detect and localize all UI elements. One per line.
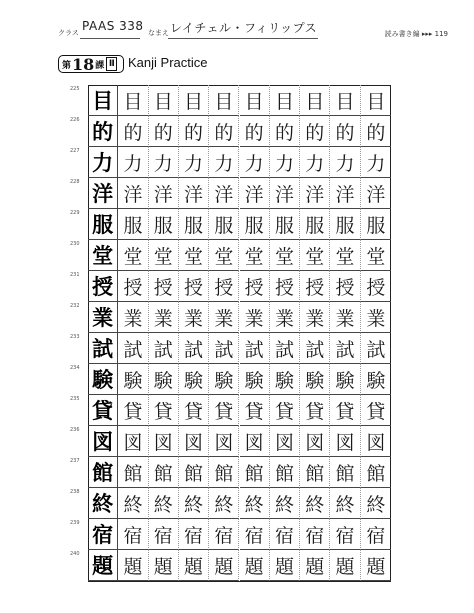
practice-kanji: 試: [209, 333, 239, 364]
practice-kanji: 宿: [149, 519, 179, 550]
row-number: 232: [70, 303, 80, 309]
practice-kanji: 館: [330, 457, 360, 488]
practice-kanji: 館: [300, 457, 330, 488]
practice-kanji: 力: [330, 147, 360, 178]
row-number: 227: [70, 148, 80, 154]
name-value: レイチェル・フィリップス: [170, 21, 318, 35]
practice-kanji: 貸: [300, 395, 330, 426]
practice-row: [70, 240, 391, 271]
practice-kanji: 洋: [179, 178, 209, 209]
practice-kanji: 洋: [361, 178, 391, 209]
practice-kanji: 試: [118, 333, 148, 364]
practice-kanji: 験: [330, 364, 360, 395]
model-kanji: 力: [88, 147, 118, 178]
page-title: Kanji Practice: [128, 55, 208, 70]
practice-kanji: 図: [149, 426, 179, 457]
practice-row: [70, 426, 391, 457]
practice-kanji: 洋: [149, 178, 179, 209]
practice-kanji: 授: [179, 271, 209, 302]
practice-kanji: 題: [361, 550, 391, 581]
practice-kanji: 宿: [330, 519, 360, 550]
practice-kanji: 堂: [209, 240, 239, 271]
model-kanji: 業: [88, 302, 118, 333]
practice-kanji: 業: [361, 302, 391, 333]
practice-kanji: 試: [149, 333, 179, 364]
practice-row: [70, 209, 391, 240]
practice-kanji: 目: [149, 85, 179, 116]
row-number: 234: [70, 365, 80, 371]
row-number: 236: [70, 427, 80, 433]
practice-kanji: 業: [149, 302, 179, 333]
practice-kanji: 館: [179, 457, 209, 488]
practice-kanji: 力: [270, 147, 300, 178]
practice-kanji: 試: [361, 333, 391, 364]
practice-kanji: 服: [240, 209, 270, 240]
practice-row: [70, 178, 391, 209]
practice-kanji: 宿: [179, 519, 209, 550]
practice-row: [70, 364, 391, 395]
practice-kanji: 宿: [361, 519, 391, 550]
practice-kanji: 終: [179, 488, 209, 519]
practice-kanji: 授: [361, 271, 391, 302]
practice-kanji: 宿: [270, 519, 300, 550]
practice-kanji: 洋: [330, 178, 360, 209]
practice-kanji: 貸: [361, 395, 391, 426]
practice-kanji: 業: [209, 302, 239, 333]
practice-kanji: 目: [209, 85, 239, 116]
row-number: 230: [70, 241, 80, 247]
practice-kanji: 貸: [330, 395, 360, 426]
model-kanji: 目: [88, 85, 118, 116]
practice-kanji: 験: [270, 364, 300, 395]
practice-kanji: 館: [240, 457, 270, 488]
practice-kanji: 終: [149, 488, 179, 519]
practice-kanji: 試: [330, 333, 360, 364]
practice-kanji: 試: [179, 333, 209, 364]
practice-kanji: 験: [300, 364, 330, 395]
practice-kanji: 授: [209, 271, 239, 302]
practice-kanji: 館: [209, 457, 239, 488]
practice-kanji: 題: [209, 550, 239, 581]
practice-kanji: 目: [300, 85, 330, 116]
practice-kanji: 目: [270, 85, 300, 116]
practice-kanji: 目: [330, 85, 360, 116]
practice-kanji: 貸: [118, 395, 148, 426]
practice-kanji: 宿: [209, 519, 239, 550]
practice-kanji: 図: [270, 426, 300, 457]
book-reference: 読み書き編 ▸▸▸ 119: [384, 30, 448, 38]
practice-kanji: 終: [330, 488, 360, 519]
practice-kanji: 洋: [300, 178, 330, 209]
practice-kanji: 終: [118, 488, 148, 519]
practice-kanji: 洋: [118, 178, 148, 209]
lesson-title-row: [58, 55, 450, 75]
practice-kanji: 授: [300, 271, 330, 302]
practice-kanji: 貸: [240, 395, 270, 426]
practice-kanji: 験: [179, 364, 209, 395]
practice-kanji: 堂: [179, 240, 209, 271]
practice-row: [70, 85, 391, 116]
model-kanji: 洋: [88, 178, 118, 209]
practice-kanji: 題: [330, 550, 360, 581]
practice-kanji: 力: [149, 147, 179, 178]
practice-kanji: 目: [240, 85, 270, 116]
model-kanji: 服: [88, 209, 118, 240]
model-kanji: 的: [88, 116, 118, 147]
name-label: なまえ: [148, 29, 169, 37]
practice-kanji: 題: [270, 550, 300, 581]
practice-kanji: 目: [179, 85, 209, 116]
practice-kanji: 力: [209, 147, 239, 178]
practice-kanji: 図: [240, 426, 270, 457]
practice-kanji: 終: [209, 488, 239, 519]
practice-kanji: 目: [118, 85, 148, 116]
model-kanji: 館: [88, 457, 118, 488]
practice-kanji: 館: [361, 457, 391, 488]
practice-kanji: 的: [361, 116, 391, 147]
lesson-prefix: 第: [62, 60, 72, 71]
practice-kanji: 試: [270, 333, 300, 364]
practice-kanji: 的: [270, 116, 300, 147]
practice-kanji: 服: [300, 209, 330, 240]
practice-kanji: 服: [118, 209, 148, 240]
model-kanji: 終: [88, 488, 118, 519]
practice-kanji: 題: [149, 550, 179, 581]
model-kanji: 堂: [88, 240, 118, 271]
practice-kanji: 業: [330, 302, 360, 333]
practice-kanji: 終: [300, 488, 330, 519]
name-underline: [168, 38, 318, 39]
practice-kanji: 授: [270, 271, 300, 302]
practice-kanji: 堂: [270, 240, 300, 271]
practice-kanji: 授: [330, 271, 360, 302]
practice-kanji: 終: [270, 488, 300, 519]
practice-kanji: 授: [118, 271, 148, 302]
practice-kanji: 力: [179, 147, 209, 178]
practice-row: [70, 488, 391, 519]
practice-kanji: 図: [330, 426, 360, 457]
practice-kanji: 図: [179, 426, 209, 457]
practice-kanji: 験: [361, 364, 391, 395]
practice-row: [70, 116, 391, 147]
practice-kanji: 力: [361, 147, 391, 178]
practice-row: [70, 395, 391, 426]
row-number: 233: [70, 334, 80, 340]
row-number: 228: [70, 179, 80, 185]
practice-row: [70, 333, 391, 364]
practice-kanji: 館: [118, 457, 148, 488]
practice-kanji: 洋: [209, 178, 239, 209]
practice-kanji: 的: [209, 116, 239, 147]
row-number: 226: [70, 117, 80, 123]
model-kanji: 題: [88, 550, 118, 581]
practice-kanji: 服: [330, 209, 360, 240]
practice-kanji: 業: [270, 302, 300, 333]
practice-row: [70, 519, 391, 550]
practice-kanji: 的: [179, 116, 209, 147]
row-number: 239: [70, 520, 80, 526]
practice-row: [70, 550, 391, 581]
practice-kanji: 目: [361, 85, 391, 116]
practice-kanji: 験: [209, 364, 239, 395]
practice-kanji: 験: [118, 364, 148, 395]
practice-kanji: 服: [270, 209, 300, 240]
practice-kanji: 終: [240, 488, 270, 519]
practice-kanji: 宿: [300, 519, 330, 550]
practice-kanji: 服: [149, 209, 179, 240]
row-number: 235: [70, 396, 80, 402]
model-kanji: 授: [88, 271, 118, 302]
practice-kanji: 的: [240, 116, 270, 147]
practice-kanji: 試: [240, 333, 270, 364]
practice-kanji: 館: [149, 457, 179, 488]
practice-kanji: 宿: [118, 519, 148, 550]
class-value: PAAS 338: [82, 19, 144, 33]
practice-kanji: 堂: [118, 240, 148, 271]
lesson-badge: [58, 55, 124, 73]
class-underline: [80, 38, 140, 39]
practice-row: [70, 147, 391, 178]
practice-kanji: 験: [149, 364, 179, 395]
practice-kanji: 題: [179, 550, 209, 581]
practice-kanji: 業: [240, 302, 270, 333]
practice-kanji: 洋: [240, 178, 270, 209]
model-kanji: 宿: [88, 519, 118, 550]
practice-kanji: 堂: [330, 240, 360, 271]
practice-kanji: 的: [149, 116, 179, 147]
row-number: 238: [70, 489, 80, 495]
model-kanji: 図: [88, 426, 118, 457]
practice-kanji: 貸: [270, 395, 300, 426]
practice-kanji: 題: [240, 550, 270, 581]
model-kanji: 験: [88, 364, 118, 395]
practice-row: [70, 457, 391, 488]
class-label: クラス: [58, 29, 79, 37]
practice-kanji: 服: [361, 209, 391, 240]
practice-kanji: 的: [300, 116, 330, 147]
practice-kanji: 試: [300, 333, 330, 364]
row-number: 225: [70, 86, 80, 92]
practice-kanji: 貸: [149, 395, 179, 426]
row-number: 229: [70, 210, 80, 216]
practice-kanji: 服: [179, 209, 209, 240]
practice-kanji: 終: [361, 488, 391, 519]
practice-kanji: 館: [270, 457, 300, 488]
lesson-level: Ⅱ: [106, 57, 117, 71]
practice-kanji: 洋: [270, 178, 300, 209]
practice-kanji: 堂: [240, 240, 270, 271]
model-kanji: 貸: [88, 395, 118, 426]
practice-kanji: 力: [118, 147, 148, 178]
practice-kanji: 題: [300, 550, 330, 581]
practice-kanji: 図: [118, 426, 148, 457]
row-number: 240: [70, 551, 80, 557]
model-kanji: 試: [88, 333, 118, 364]
row-number: 231: [70, 272, 80, 278]
practice-kanji: 業: [179, 302, 209, 333]
practice-kanji: 力: [240, 147, 270, 178]
practice-kanji: 堂: [300, 240, 330, 271]
practice-kanji: 服: [209, 209, 239, 240]
practice-kanji: 験: [240, 364, 270, 395]
practice-kanji: 図: [300, 426, 330, 457]
row-number: 237: [70, 458, 80, 464]
practice-kanji: 的: [118, 116, 148, 147]
practice-kanji: 堂: [149, 240, 179, 271]
practice-kanji: 的: [330, 116, 360, 147]
lesson-suffix: 課: [95, 60, 105, 71]
practice-kanji: 貸: [179, 395, 209, 426]
practice-kanji: 授: [240, 271, 270, 302]
practice-kanji: 宿: [240, 519, 270, 550]
practice-row: [70, 302, 391, 333]
worksheet-header: [0, 0, 474, 46]
practice-kanji: 業: [300, 302, 330, 333]
practice-row: [70, 271, 391, 302]
practice-kanji: 題: [118, 550, 148, 581]
practice-kanji: 業: [118, 302, 148, 333]
practice-kanji: 堂: [361, 240, 391, 271]
practice-kanji: 貸: [209, 395, 239, 426]
practice-kanji: 図: [209, 426, 239, 457]
practice-kanji: 授: [149, 271, 179, 302]
practice-kanji: 力: [300, 147, 330, 178]
lesson-number: 18: [72, 54, 95, 74]
practice-kanji: 図: [361, 426, 391, 457]
